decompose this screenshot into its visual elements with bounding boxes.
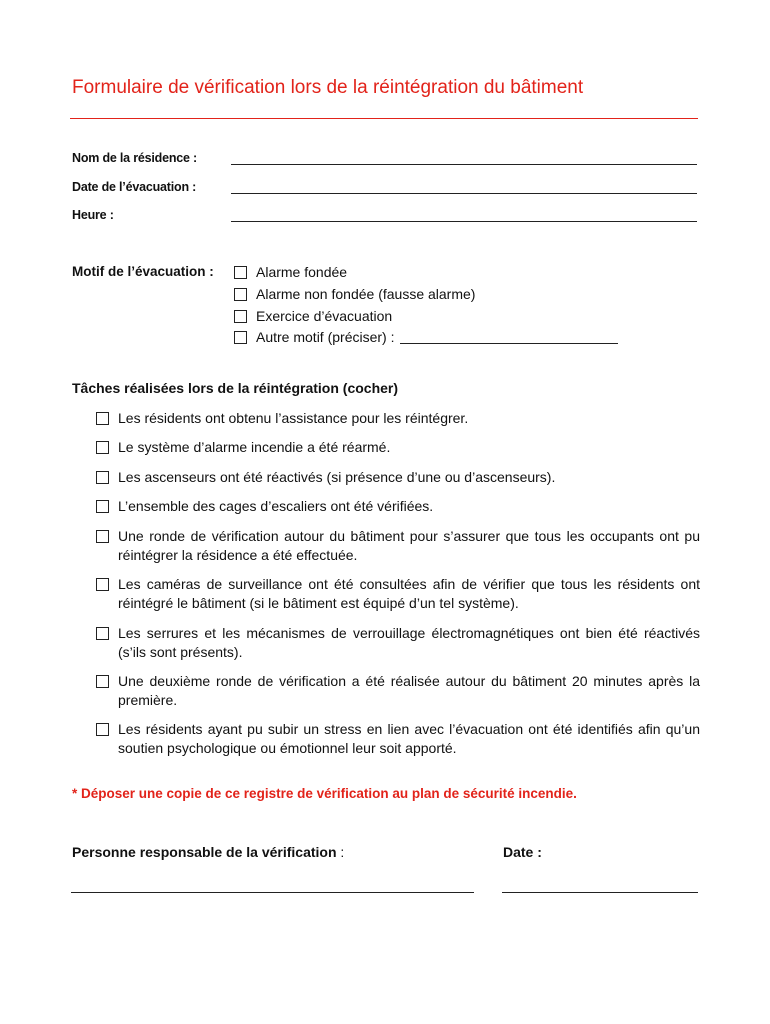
task-item[interactable] — [96, 468, 700, 487]
task-label: Les résidents ayant pu subir un stress en lien avec l’évacuation ont été identifiés afin qu’un soutien psychologique ou émotionnel leur soit apporté. — [118, 721, 700, 756]
checkbox[interactable] — [96, 627, 109, 640]
motif-label: Motif de l’évacuation : — [72, 264, 214, 279]
checkbox[interactable] — [96, 471, 109, 484]
task-label: Les serrures et les mécanismes de verrouillage électromagnétiques ont bien été réactivés (s’ils sont présents). — [118, 625, 700, 660]
option-label: Autre motif (préciser) : — [256, 329, 395, 345]
task-label: Les caméras de surveillance ont été consultées afin de vérifier que tous les résidents ont réintégré le bâtiment (si le bâtiment est équipé d’un tel système). — [118, 576, 700, 611]
task-label: Une deuxième ronde de vérification a été réalisée autour du bâtiment 20 minutes après la première. — [118, 673, 700, 708]
date-label: Date : — [503, 844, 542, 860]
form-title: Formulaire de vérification lors de la réintégration du bâtiment — [72, 77, 584, 98]
task-item[interactable] — [96, 575, 700, 613]
checkbox[interactable] — [96, 723, 109, 736]
residence-label: Nom de la résidence : — [72, 151, 198, 165]
motif-option-autre[interactable] — [234, 329, 618, 345]
task-item[interactable] — [96, 624, 700, 662]
task-item[interactable] — [96, 409, 700, 428]
task-item[interactable] — [96, 438, 700, 457]
responsable-label — [72, 844, 344, 860]
option-label: Exercice d’évacuation — [256, 308, 393, 324]
task-label: Le système d’alarme incendie a été réarmé. — [118, 439, 391, 455]
checkbox[interactable] — [96, 530, 109, 543]
heure-label: Heure : — [72, 208, 114, 222]
taches-title: Tâches réalisées lors de la réintégration (cocher) — [72, 380, 399, 396]
task-label: Une ronde de vérification autour du bâtiment pour s’assurer que tous les occupants ont pu réintégrer la résidence a été effectuée. — [118, 528, 700, 563]
checkbox[interactable] — [234, 288, 247, 301]
checkbox[interactable] — [96, 578, 109, 591]
responsable-signature-field[interactable] — [71, 892, 474, 893]
responsable-label-text: Personne responsable de la vérification — [72, 844, 337, 860]
heure-field[interactable] — [231, 221, 697, 222]
motif-option-exercice[interactable] — [234, 308, 392, 324]
task-item[interactable] — [96, 672, 700, 710]
task-item[interactable] — [96, 497, 700, 516]
checkbox[interactable] — [234, 310, 247, 323]
checkbox[interactable] — [96, 675, 109, 688]
checkbox[interactable] — [234, 266, 247, 279]
option-label: Alarme non fondée (fausse alarme) — [256, 286, 476, 302]
deposit-note: * Déposer une copie de ce registre de vérification au plan de sécurité incendie. — [72, 786, 577, 801]
motif-option-alarme-non-fondee[interactable] — [234, 286, 475, 302]
option-label: Alarme fondée — [256, 264, 348, 280]
title-underline — [70, 118, 698, 119]
checkbox[interactable] — [96, 441, 109, 454]
task-item[interactable] — [96, 527, 700, 565]
autre-motif-field[interactable] — [400, 343, 618, 344]
checkbox[interactable] — [234, 331, 247, 344]
checkbox[interactable] — [96, 500, 109, 513]
date-evacuation-field[interactable] — [231, 193, 697, 194]
task-item[interactable] — [96, 720, 700, 758]
task-label: L’ensemble des cages d’escaliers ont été vérifiées. — [118, 498, 434, 514]
responsable-colon: : — [336, 844, 345, 860]
task-label: Les ascenseurs ont été réactivés (si présence d’une ou d’ascenseurs). — [118, 469, 556, 485]
date-signature-field[interactable] — [502, 892, 698, 893]
residence-field[interactable] — [231, 164, 697, 165]
task-label: Les résidents ont obtenu l’assistance pour les réintégrer. — [118, 410, 469, 426]
date-evacuation-label: Date de l’évacuation : — [72, 180, 197, 194]
checkbox[interactable] — [96, 412, 109, 425]
motif-option-alarme-fondee[interactable] — [234, 264, 347, 280]
